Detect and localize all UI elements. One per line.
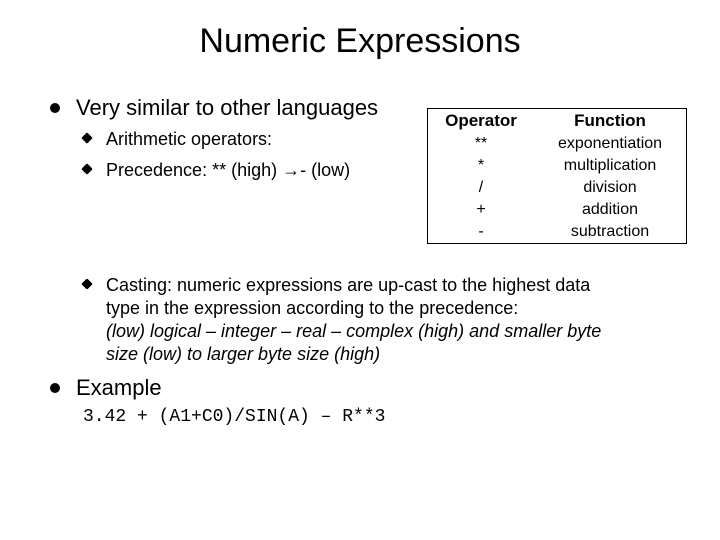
subbullet-arith-text: Arithmetic operators: xyxy=(106,129,273,149)
function-cell: subtraction xyxy=(570,223,650,240)
operator-header: Operator xyxy=(445,111,517,130)
bullet-dot-icon xyxy=(50,383,60,393)
function-column xyxy=(534,109,686,243)
bullet-example-text: Example xyxy=(76,375,162,400)
function-cell: division xyxy=(583,179,637,196)
bullet-dot-icon xyxy=(50,103,60,113)
operator-cell: + xyxy=(476,201,486,218)
operators-table xyxy=(427,108,687,244)
casting-line-2: type in the expression according to the precedence: xyxy=(106,298,519,318)
operator-cell: * xyxy=(477,157,485,174)
casting-line-4: size (low) to larger byte size (high) xyxy=(106,344,381,364)
operator-cell: / xyxy=(478,179,484,196)
function-cell: exponentiation xyxy=(557,135,663,152)
subbullet-precedence xyxy=(106,159,350,182)
function-header: Function xyxy=(574,111,646,130)
bullet-example xyxy=(76,374,162,402)
diamond-bullet-icon xyxy=(81,163,92,174)
casting-line-1: Casting: numeric expressions are up-cast to the highest data xyxy=(106,275,591,295)
bullet-similar xyxy=(76,94,378,122)
operator-cell: - xyxy=(478,223,484,240)
function-cell: multiplication xyxy=(563,157,657,174)
bullet-similar-text: Very similar to other languages xyxy=(76,95,379,120)
operator-column xyxy=(428,109,534,243)
subbullet-precedence-text: Precedence: ** (high) →- (low) xyxy=(106,160,351,180)
function-cell: addition xyxy=(581,201,639,218)
example-code: 3.42 + (A1+C0)/SIN(A) – R**3 xyxy=(83,407,386,427)
casting-line-3: (low) logical – integer – real – complex (high) and smaller byte xyxy=(106,321,602,341)
subbullet-casting xyxy=(106,274,686,366)
slide-title: Numeric Expressions xyxy=(199,22,521,60)
diamond-bullet-icon xyxy=(81,132,92,143)
operator-cell: ** xyxy=(474,135,488,152)
diamond-bullet-icon xyxy=(81,278,92,289)
subbullet-arith xyxy=(106,128,272,151)
